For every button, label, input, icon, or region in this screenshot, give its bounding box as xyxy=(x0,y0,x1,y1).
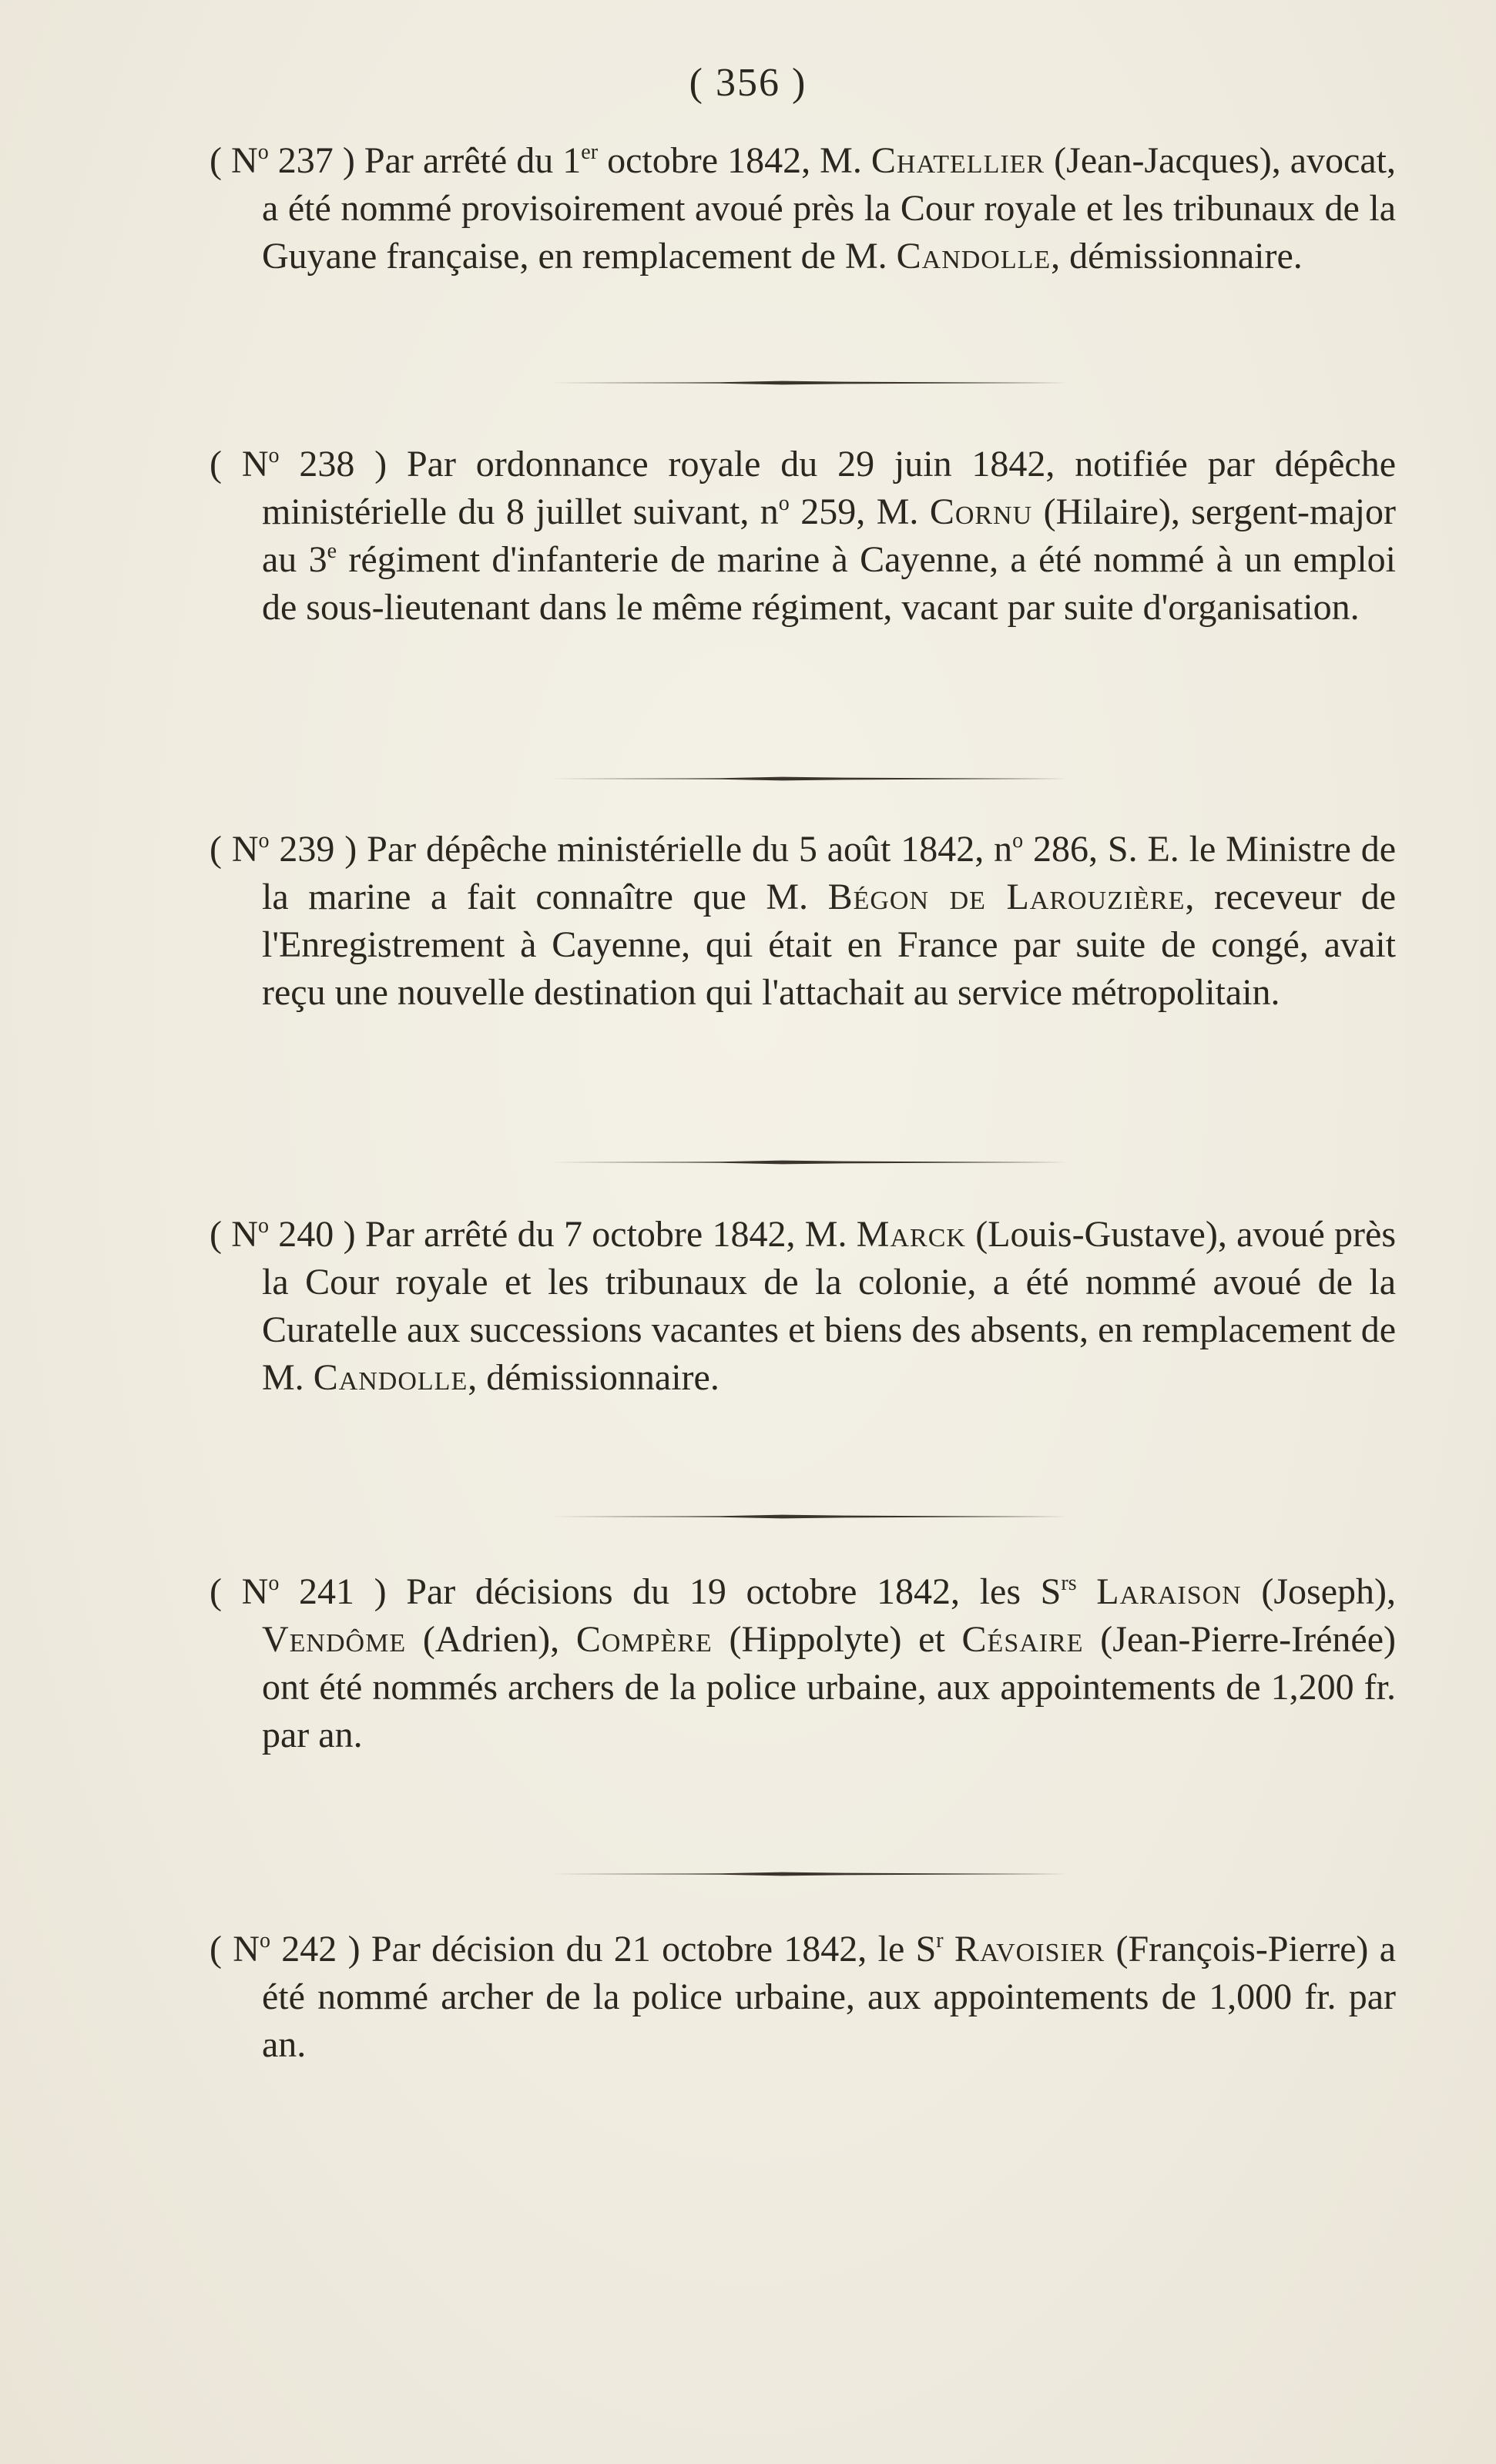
entry-text xyxy=(210,137,1396,280)
entry-text xyxy=(210,1568,1396,1759)
person-name: Candolle xyxy=(896,236,1052,277)
person-name: Marck xyxy=(856,1214,966,1255)
text-run xyxy=(944,1929,954,1970)
superscript: o xyxy=(258,829,270,853)
separator-rule xyxy=(551,1872,1067,1876)
text-run: (Louis-Gustave), avoué près la Cour royale et les tribunaux de la colonie, a été nommé avoué de la Curatelle aux successions vacantes et biens des absents, en remplacement de M. xyxy=(262,1214,1397,1398)
text-run: (François-Pierre) a été nommé archer de la police urbaine, aux appointements de 1,000 fr. par an. xyxy=(262,1929,1397,2065)
person-name: Vendôme xyxy=(262,1619,407,1660)
text-run: ( xyxy=(210,1571,242,1612)
text-run: , démissionnaire. xyxy=(468,1357,719,1398)
entry-text xyxy=(210,1926,1396,2069)
superscript: o xyxy=(259,1929,270,1953)
separator-line xyxy=(551,1514,1067,1519)
superscript: rs xyxy=(1061,1571,1077,1595)
entry-238 xyxy=(210,441,1396,632)
separator-rule xyxy=(551,1514,1067,1519)
entry-text xyxy=(210,826,1396,1017)
superscript: o xyxy=(268,444,280,468)
text-run: N xyxy=(231,829,259,870)
text-run: octobre 1842, M. xyxy=(598,140,871,181)
text-run: ( xyxy=(210,829,232,870)
superscript: o xyxy=(257,140,269,164)
text-run: (Hippolyte) et xyxy=(712,1619,962,1660)
superscript: r xyxy=(936,1929,944,1953)
superscript: o xyxy=(268,1571,280,1595)
separator-rule xyxy=(551,380,1067,385)
superscript: o xyxy=(257,1214,269,1238)
entry-text xyxy=(210,1211,1396,1402)
separator-line xyxy=(551,1160,1067,1165)
text-run: N xyxy=(231,1214,258,1255)
text-run: (Hilaire), sergent-major au 3 xyxy=(262,491,1396,580)
separator-rule xyxy=(551,776,1067,781)
text-run: ( xyxy=(210,444,242,484)
text-run: , démissionnaire. xyxy=(1051,236,1303,277)
text-run: ( xyxy=(210,140,232,181)
text-run: 239 ) Par dépêche ministérielle du 5 août 1842, n xyxy=(269,829,1013,870)
person-name: Ravoisier xyxy=(954,1929,1105,1970)
text-run: 286, S. E. le Ministre de la marine a fait connaître que M. xyxy=(262,829,1397,917)
separator-rule xyxy=(551,1160,1067,1165)
text-run: 237 ) Par arrêté du 1 xyxy=(268,140,582,181)
entry-237 xyxy=(210,137,1396,280)
person-name: Cornu xyxy=(929,491,1033,532)
text-run: N xyxy=(233,1929,260,1970)
text-run: 241 ) Par décisions du 19 octobre 1842, les S xyxy=(279,1571,1062,1612)
superscript: er xyxy=(581,140,599,164)
person-name: Bégon de Larouzière xyxy=(827,877,1186,917)
separator-line xyxy=(551,380,1067,385)
entry-242 xyxy=(210,1926,1396,2069)
text-run: 259, M. xyxy=(789,491,930,532)
entry-240 xyxy=(210,1211,1396,1402)
text-run: ( xyxy=(210,1929,233,1970)
text-run: N xyxy=(241,1571,269,1612)
text-run: 240 ) Par arrêté du 7 octobre 1842, M. xyxy=(268,1214,857,1255)
entry-241 xyxy=(210,1568,1396,1759)
entry-239 xyxy=(210,826,1396,1017)
text-run: régiment d'infanterie de marine à Cayenne, a été nommé à un emploi de sous-lieutenant dans le même régiment, vacant par suite d'organisation. xyxy=(262,539,1396,628)
text-run: (Jean-Pierre-Irénée) ont été nommés archers de la police urbaine, aux appointements de 1,200 fr. par an. xyxy=(262,1619,1396,1755)
text-run: N xyxy=(241,444,269,484)
text-run: (Jean-Jacques), avocat, a été nommé provisoirement avoué près la Cour royale et les tribunaux de la Guyane française, en remplacement de M. xyxy=(262,140,1396,277)
person-name: Laraison xyxy=(1096,1571,1242,1612)
person-name: Compère xyxy=(575,1619,713,1660)
person-name: Césaire xyxy=(961,1619,1084,1660)
person-name: Candolle xyxy=(313,1357,468,1398)
text-run: 242 ) Par décision du 21 octobre 1842, le S xyxy=(270,1929,937,1970)
text-run: 238 ) Par ordonnance royale du 29 juin 1842, notifiée par dépêche ministérielle du 8 juillet suivant, n xyxy=(262,444,1396,532)
text-run: , receveur de l'Enregistrement à Cayenne, qui était en France par suite de congé, avait reçu une nouvelle destination qui l'attachait au service métropolitain. xyxy=(262,877,1397,1013)
separator-line xyxy=(551,1872,1067,1876)
text-run: ( xyxy=(210,1214,232,1255)
person-name: Chatellier xyxy=(870,140,1045,181)
entry-text xyxy=(210,441,1396,632)
text-run: (Adrien), xyxy=(406,1619,576,1660)
text-run xyxy=(1077,1571,1097,1612)
text-run: N xyxy=(231,140,258,181)
superscript: e xyxy=(327,539,337,563)
page-number: ( 356 ) xyxy=(689,61,807,105)
text-run: (Joseph), xyxy=(1241,1571,1397,1612)
superscript: o xyxy=(1012,829,1024,853)
superscript: o xyxy=(778,491,790,515)
separator-line xyxy=(551,776,1067,781)
